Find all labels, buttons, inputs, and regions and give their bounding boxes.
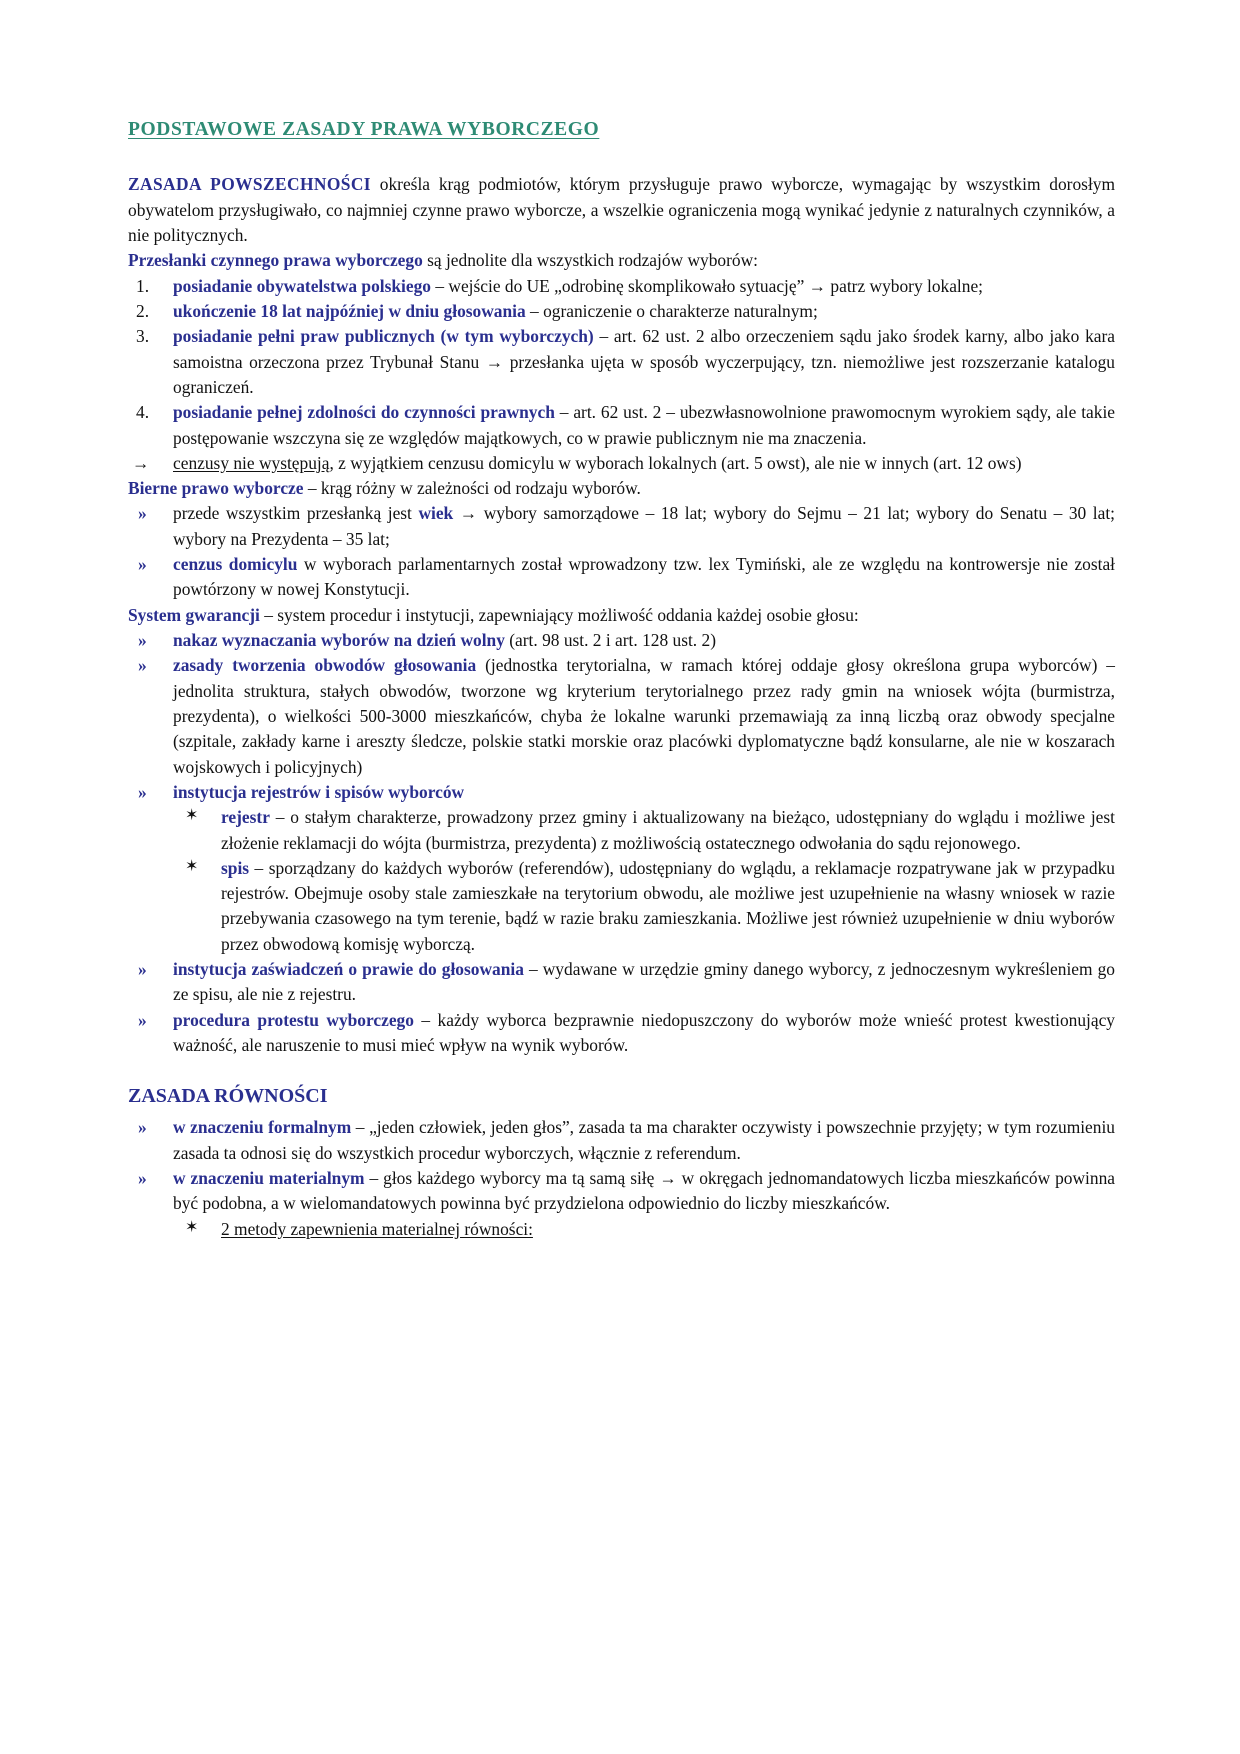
list-item-text: (art. 98 ust. 2 i art. 128 ust. 2)	[504, 630, 716, 651]
przeslanki-lead: Przesłanki czynnego prawa wyborczego	[128, 250, 423, 271]
rejestr-spis-sublist	[128, 805, 1115, 957]
chevron-bullet-icon: »	[138, 554, 147, 575]
bierne-text: – krąg różny w zależności od rodzaju wyborów.	[303, 478, 641, 499]
list-item	[128, 1115, 1115, 1166]
list-item-lead: posiadanie obywatelstwa polskiego	[173, 275, 431, 296]
list-item	[128, 299, 1115, 324]
list-item-text: – głos każdego wyborcy ma tą samą siłę → w okręgach jednomandatowych liczba mieszkańców powinna być podobna, a w wielomandatowych powinna być przydzielona odpowiednio do liczby mieszkańców.	[173, 1167, 1115, 1214]
list-item-lead: rejestr	[221, 807, 270, 828]
page-title: PODSTAWOWE ZASADY PRAWA WYBORCZEGO	[128, 119, 600, 140]
chevron-bullet-icon: »	[138, 1009, 147, 1030]
intro-paragraph	[128, 172, 1115, 248]
cenzusy-text: , z wyjątkiem cenzusu domicylu w wyborach lokalnych (art. 5 owst), ale nie w innych (art. 12 ows)	[329, 452, 1022, 473]
list-item-lead: w znaczeniu materialnym	[173, 1167, 365, 1188]
list-item-text: w wyborach parlamentarnych został wprowadzony tzw. lex Tymiński, ale ze względu na kontrowersje nie został powtórzony w nowej Konstytucji.	[173, 554, 1116, 600]
chevron-bullet-icon: »	[138, 503, 147, 524]
bierne-list	[128, 501, 1115, 602]
cenzusy-underlined: cenzusy nie występują	[173, 452, 330, 473]
list-item	[128, 324, 1115, 400]
list-item-text: → wybory samorządowe – 18 lat; wybory do Sejmu – 21 lat; wybory do Senatu – 30 lat; wybory na Prezydenta – 35 lat;	[173, 503, 1115, 549]
list-item	[173, 1217, 1115, 1242]
intro-lead: ZASADA POWSZECHNOŚCI	[128, 174, 371, 195]
chevron-bullet-icon: »	[138, 655, 147, 676]
chevron-bullet-icon: »	[138, 1117, 147, 1138]
chevron-bullet-icon: »	[138, 781, 147, 802]
intro-text: określa krąg podmiotów, którym przysługuje prawo wyborcze, wymagając by wszystkim dorosłym obywatelom przysługiwało, co najmniej czynne prawo wyborcze, a wszelkie ograniczenia mogą wynikać jedynie z naturalnych czynników, a nie politycznych.	[128, 174, 1115, 246]
list-item-lead: wiek	[418, 503, 454, 524]
rownosc-list	[128, 1115, 1115, 1216]
list-item-text: – wejście do UE „odrobinę skomplikowało sytuację” → patrz wybory lokalne;	[431, 275, 984, 296]
list-item-underlined: 2 metody zapewnienia materialnej równości:	[221, 1218, 533, 1239]
list-marker: 1.	[136, 275, 150, 296]
list-item	[128, 1166, 1115, 1217]
list-item	[128, 1008, 1115, 1059]
list-item-lead: cenzus domicylu	[173, 554, 298, 575]
gwarancje-paragraph	[128, 603, 1115, 628]
list-item-text: – art. 62 ust. 2 – ubezwłasnowolnione prawomocnym wyrokiem sądy, ale takie postępowanie wszczyna się ze względów majątkowych, co w prawie publicznym nie ma znaczenia.	[173, 402, 1115, 448]
list-item-text: – o stałym charakterze, prowadzony przez gminy i aktualizowany na bieżąco, udostępniany do wglądu i możliwe jest złożenie reklamacji do wójta (burmistrza, prezydenta) z możliwością ostatecznego odwołania do sądu rejonowego.	[221, 807, 1115, 853]
cenzusy-item	[128, 451, 1115, 476]
list-item-lead: instytucja rejestrów i spisów wyborców	[173, 781, 465, 802]
list-item-text: – „jeden człowiek, jeden głos”, zasada ta ma charakter oczywisty i powszechnie przyjęty; w tym rozumieniu zasada ta odnosi się do wszystkich procedur wyborczych, włącznie z referendum.	[173, 1117, 1115, 1163]
list-item-text: – każdy wyborca bezprawnie niedopuszczony do wyborów może wnieść protest kwestionujący ważność, ale naruszenie to musi mieć wpływ na wynik wyborów.	[173, 1009, 1115, 1056]
list-item	[128, 628, 1115, 653]
list-item-lead: zasady tworzenia obwodów głosowania	[173, 655, 477, 676]
list-item-text: – ograniczenie o charakterze naturalnym;	[525, 300, 818, 321]
chevron-bullet-icon: »	[138, 959, 147, 980]
list-item-text: – art. 62 ust. 2 albo orzeczeniem sądu jako środek karny, albo jako kara samoistna orzeczona przez Trybunał Stanu → przesłanka ujęta w sposób wyczerpujący, tzn. niemożliwe jest rozszerzanie katalogu ograniczeń.	[173, 326, 1115, 397]
bierne-lead: Bierne prawo wyborcze	[128, 478, 304, 499]
bierne-paragraph	[128, 476, 1115, 501]
list-item-lead: ukończenie 18 lat najpóźniej w dniu głosowania	[173, 300, 526, 321]
przeslanki-paragraph	[128, 248, 1115, 273]
rownosc-sublist	[128, 1217, 1115, 1242]
gwarancje-lead: System gwarancji	[128, 604, 260, 625]
list-item-lead: procedura protestu wyborczego	[173, 1009, 414, 1030]
przeslanki-list	[128, 274, 1115, 451]
przeslanki-text: są jednolite dla wszystkich rodzajów wyborów:	[422, 250, 758, 271]
list-item-text: (jednostka terytorialna, w ramach której oddaje głosy określona grupa wyborców) – jednolita struktura, stałych obwodów, tworzone wg kryterium terytorialnego przez rady gmin na wniosek wójta (burmistrza, prezydenta), o wielkości 500-3000 mieszkańców, chyba że lokalne warunki przemawiają za inną liczbą oraz obwody specjalne (szpitale, zakłady karne i areszty śledcze, polskie statki morskie oraz placówki dyplomatyczne bądź konsularne, ale nie w koszarach wojskowych i policyjnych)	[173, 655, 1116, 777]
list-item-lead: w znaczeniu formalnym	[173, 1117, 352, 1138]
star-bullet-icon: ✶	[185, 1218, 199, 1236]
list-item	[128, 274, 1115, 299]
list-item	[128, 501, 1115, 552]
list-item-lead: posiadanie pełni praw publicznych (w tym wyborczych)	[173, 326, 594, 347]
star-bullet-icon: ✶	[185, 807, 199, 825]
gwarancje-list-tail	[128, 957, 1115, 1058]
star-bullet-icon: ✶	[185, 857, 199, 875]
arrow-icon: →	[132, 452, 150, 473]
list-item	[128, 957, 1115, 1008]
list-item	[173, 805, 1115, 856]
list-item	[128, 400, 1115, 451]
list-item	[128, 780, 1115, 805]
list-item-lead: nakaz wyznaczania wyborów na dzień wolny	[173, 630, 505, 651]
list-item-lead: posiadanie pełnej zdolności do czynności prawnych	[173, 402, 555, 423]
list-marker: 4.	[136, 402, 150, 423]
gwarancje-text: – system procedur i instytucji, zapewniający możliwość oddania każdej osobie głosu:	[259, 604, 859, 625]
gwarancje-list	[128, 628, 1115, 805]
list-item	[173, 856, 1115, 957]
list-item	[128, 552, 1115, 603]
list-marker: 2.	[136, 300, 150, 321]
list-item	[128, 653, 1115, 780]
chevron-bullet-icon: »	[138, 630, 147, 651]
list-marker: 3.	[136, 326, 150, 347]
list-item-pre: przede wszystkim przesłanką jest	[173, 503, 419, 524]
list-item-text: – sporządzany do każdych wyborów (referendów), udostępniany do wglądu, a reklamacje rozpatrywane jak w przypadku rejestrów. Obejmuje osoby stale zamieszkałe na terytorium obwodu, ale możliwe jest uzupełnienie na własny wniosek w razie przebywania czasowego na tym terenie, bądź w razie braku zamieszkania. Możliwe jest również uzupełnienie w dniu wyborów przez obwodową komisję wyborczą.	[221, 857, 1115, 954]
list-item-lead: spis	[221, 857, 250, 878]
list-item-text: – wydawane w urzędzie gminy danego wyborcy, z jednoczesnym wykreśleniem go ze spisu, ale nie z rejestru.	[173, 959, 1115, 1005]
section-title-rownosc: ZASADA RÓWNOŚCI	[128, 1085, 328, 1108]
list-item-lead: instytucja zaświadczeń o prawie do głosowania	[173, 959, 524, 980]
chevron-bullet-icon: »	[138, 1167, 147, 1188]
